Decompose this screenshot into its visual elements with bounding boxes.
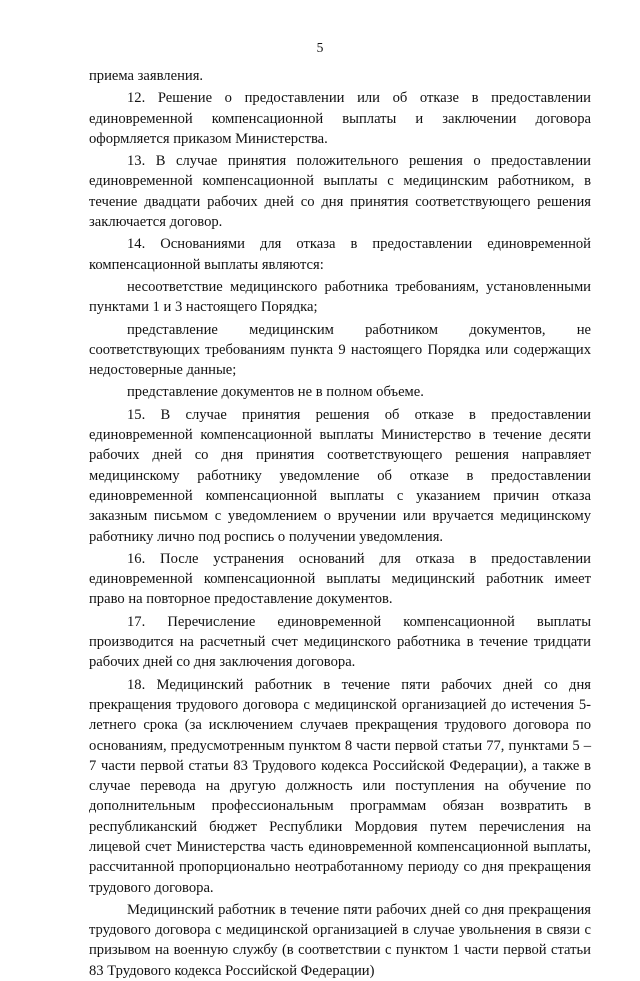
paragraph-item-18: 18. Медицинский работник в течение пяти рабочих дней со дня прекращения трудового договора с медицинской организацией до истечения 5-летнего срока (за исключением случаев прекращения трудового договора по основаниям, предусмотренным пунктом 8 части первой статьи 77, пунктами 5 – 7 части первой статьи 83 Трудового кодекса Российской Федерации), а также в случае перевода на другую должность или поступления на обучение по дополнительным профессиональным программам обязан возвратить в республиканский бюджет Республики Мордовия путем перечисления на лицевой счет Министерства часть единовременной компенсационной выплаты, рассчитанной пропорционально неотработанному периоду со дня прекращения трудового договора. <box>89 676 591 896</box>
paragraph-refusal-ground-1: несоответствие медицинского работника требованиям, установленными пунктами 1 и 3 настоящего Порядка; <box>89 278 591 316</box>
paragraph-refusal-ground-3: представление документов не в полном объеме. <box>127 384 424 401</box>
page-number: 5 <box>316 40 324 55</box>
paragraph-item-14: 14. Основаниями для отказа в предоставлении единовременной компенсационной выплаты являются: <box>89 236 591 273</box>
paragraph-item-15: 15. В случае принятия решения об отказе в предоставлении единовременной компенсационной выплаты Министерство в течение десяти рабочих дней со дня принятия соответствующего решения направляет медицинскому работнику уведомление об отказе в предоставлении единовременной компенсационной выплаты с указанием причин отказа заказным письмом с уведомлением о вручении или вручается медицинскому работнику лично под роспись о получении уведомления. <box>89 406 591 545</box>
paragraph-continuation: приема заявления. <box>89 68 204 84</box>
paragraph-item-13: 13. В случае принятия положительного решения о предоставлении единовременной компенсационной выплаты с медицинским работником, в течение двадцати рабочих дней со дня принятия соответствующего решения заключается договор. <box>89 153 591 231</box>
paragraph-item-12: 12. Решение о предоставлении или об отказе в предоставлении единовременной компенсационной выплаты и заключении договора оформляется приказом Министерства. <box>89 90 591 147</box>
paragraph-item-17: 17. Перечисление единовременной компенсационной выплаты производится на расчетный счет медицинского работника в течение тридцати рабочих дней со дня заключения договора. <box>89 613 591 671</box>
paragraph-item-18-continuation: Медицинский работник в течение пяти рабочих дней со дня прекращения трудового договора с медицинской организацией в случае увольнения в связи с призывом на военную службу (в соответствии с пунктом 1 части первой статьи 83 Трудового кодекса Российской Федерации) <box>89 901 591 979</box>
paragraph-refusal-ground-2: представление медицинским работником документов, не соответствующих требованиям пункта 9 настоящего Порядка или содержащих недостоверные данные; <box>89 321 591 379</box>
paragraph-item-16: 16. После устранения оснований для отказа в предоставлении единовременной компенсационной выплаты медицинский работник имеет право на повторное предоставление документов. <box>89 550 591 608</box>
document-body <box>89 66 591 981</box>
